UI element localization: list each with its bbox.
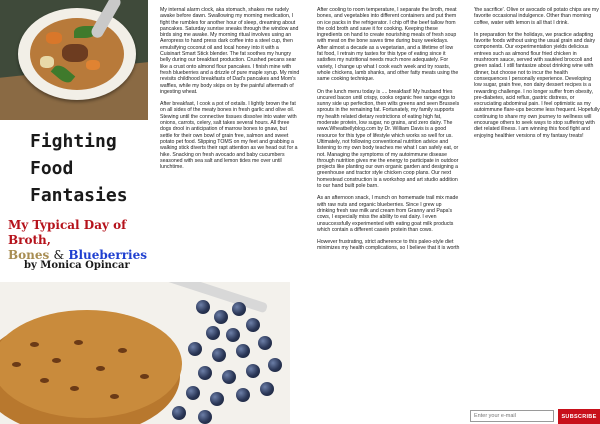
paragraph: After cooling to room temperature, I separate the broth, meat bones, and vegetables into different containers and put them on ice packs in the refrigerator. I chip off the beef tallow from the cold broth and save it for cooking. Keeping these ingredients on hand to create nourishing meals of fresh soup with meat on the bone saves time during busy weekdays. After almost a decade as a vegetarian, and a lifetime of low fat food, I retrain my tastes for this type of eating since it satisfies my nutritional needs much more adequately. For variety, I change up what I cook each week and try roasts, whole chickens, lamb shanks, and other fatty meats using the same cooking technique.: [317, 7, 459, 83]
blueberry: [260, 382, 274, 396]
blueberry: [268, 358, 282, 372]
blueberry: [236, 388, 250, 402]
blueberry: [212, 348, 226, 362]
title-line: Fantasies: [30, 185, 128, 206]
subscribe-button[interactable]: SUBSCRIBE: [558, 409, 600, 424]
article-column-2: [317, 7, 460, 258]
pecan-piece: [40, 378, 49, 383]
pecan-piece: [74, 340, 83, 345]
blueberry: [246, 318, 260, 332]
subtitle-ampersand: &: [53, 248, 65, 262]
potato-piece: [40, 56, 54, 68]
paragraph: My internal alarm clock, aka stomach, shakes me rudely awake before dawn. Swallowing my morning medication, I fight the rumbles for another hour of sleep, dreaming about pancakes. Saturday sunrise sneaks through the window and birds sing me awake. My morning ritual involves using an Aeropress to hand press dark coffee into a steel cup, then emulsifying coconut oil and local honey into it with a Cuisinart Smart Stick blender. The fat soothes my hungry belly during our breakfast production. Crushed pecans sear like a crust onto almond flour pancakes. I finish mine with fresh blueberries and a drizzle of pure maple syrup. My mind revisits childhood breakfasts of Dad's pancakes and Mom's waffles, while my body skips on by the painful aftermath of ingesting wheat.: [160, 7, 300, 95]
meat-piece: [62, 44, 88, 62]
blueberry: [222, 370, 236, 384]
blueberry: [214, 310, 228, 324]
paragraph: On the lunch menu today is .... breakfast! My husband fries uncured bacon until crispy, cooks organic free range eggs to sunny side up perfection, then wilts greens and seen Brussels sprouts in the remaining fat. Fortunately, my family supports my health related dietary restrictions of eating high fat, moderate protein, low sugar, no grains, and zero dairy. The www.Wheatbellyblog.com by Dr. William Davis is a good resource for this type of lifestyle which works so well for us. Ultimately, not following conventional nutrition advice and listening to my own body teaches me what I can safely eat, or not. Managing the symptoms of my autoimmune disease through nutrition gives me the energy to participate in outdoor projects like planting our own organic garden and designing a greenhouse and tractor style chicken coop plans. Our next homestead construction is a workshop and art studio addition to our hand built pole barn.: [317, 88, 460, 190]
pecan-piece: [52, 358, 61, 363]
title-line: Food: [30, 158, 74, 179]
pecan-piece: [70, 386, 79, 391]
paragraph: However frustrating, strict adherence to this paleo-style diet minimizes my health complications, so I believe that it is worth: [317, 239, 460, 252]
pecan-piece: [110, 394, 119, 399]
blueberry: [198, 410, 212, 424]
article-column-1: [160, 7, 300, 176]
paragraph: After breakfast, I cook a pot of oxtails. I lightly brown the fat on all sides of the meaty bones in fresh garlic and olive oil. Stewing until the connective tissues dissolve into water with onions, carrots, celery, salt takes several hours. All three dogs drool in anticipation of marrow bones to gnaw, but settle for their own bowl of grain free, salmon and sweet potato pet food. Slipping TOMS on my feet and grabbing a walking stick diverts their rapt attention as we head out for a hike. Snacking on fresh avocado and baby cucumbers seasoned with sea salt and lemon tides me over until lunchtime.: [160, 101, 298, 171]
blueberry: [246, 364, 260, 378]
subtitle-blueberries: Blueberries: [68, 248, 148, 262]
article-subtitle: [8, 218, 158, 263]
blueberry: [226, 328, 240, 342]
title-line: Fighting: [30, 131, 117, 152]
blueberry: [186, 386, 200, 400]
blueberry: [196, 300, 210, 314]
byline: by Monica Opincar: [24, 260, 130, 271]
carrot-piece: [46, 32, 62, 44]
blueberry: [198, 366, 212, 380]
pancake-top: [0, 310, 182, 418]
article-title: [30, 128, 128, 209]
article-column-3: [474, 7, 600, 145]
paragraph: 'the sacrifice'. Olive or avocado oil potato chips are my favorite occasional indulgence. Other than morning coffee, water with lemon is all that I drink.: [474, 7, 599, 26]
blueberry: [258, 336, 272, 350]
blueberry: [236, 344, 250, 358]
paragraph: In preparation for the holidays, we practice adapting favorite foods without using the usual grain and dairy components. Our experimentation yields delicious entrees such as almond flour fried chicken in mushroom sauce, served with sautéed broccoli and green salad. I still fantasize about drinking wine with dinner, but choose not to incur the health consequences I personally experience. Developing low sugar, grain free, non dairy dessert recipes is a rewarding challenge. I no longer suffer from obesity, pre-diabetes, acid reflux, gastric distress, or excruciating abdominal pain. I feel optimistic as my autoimmune flare-ups become less frequent. Hopefully continuing to share my own journey to wellness will encourage others to seek ways to stop suffering with diet related illness. I am winning this food fight and enjoying healthier versions of my fantasy treats!: [474, 31, 600, 139]
carrot-piece: [86, 60, 100, 70]
subtitle-bones: Bones: [8, 248, 50, 262]
email-input[interactable]: [470, 410, 554, 422]
blueberry: [210, 392, 224, 406]
pecan-piece: [30, 342, 39, 347]
blueberry: [232, 302, 246, 316]
pancake-photo: [0, 282, 290, 424]
soup-bowl-photo: [0, 0, 148, 120]
pecan-piece: [96, 366, 105, 371]
pecan-piece: [118, 348, 127, 353]
subtitle-lead: My Typical Day of: [8, 218, 127, 232]
blueberry: [188, 342, 202, 356]
blueberry: [172, 406, 186, 420]
blueberry: [206, 326, 220, 340]
paragraph: As an afternoon snack, I munch on homemade trail mix made with raw nuts and organic blueberries. Since I grew up drinking fresh raw milk and cream from Granny and Papa's cows, I especially miss the ability to eat dairy. I even unsuccessfully experimented with eating goat milk products which contain a different casein protein than cows.: [317, 195, 459, 233]
subtitle-broth: Broth,: [8, 233, 51, 247]
pecan-piece: [140, 374, 149, 379]
pecan-piece: [12, 362, 21, 367]
